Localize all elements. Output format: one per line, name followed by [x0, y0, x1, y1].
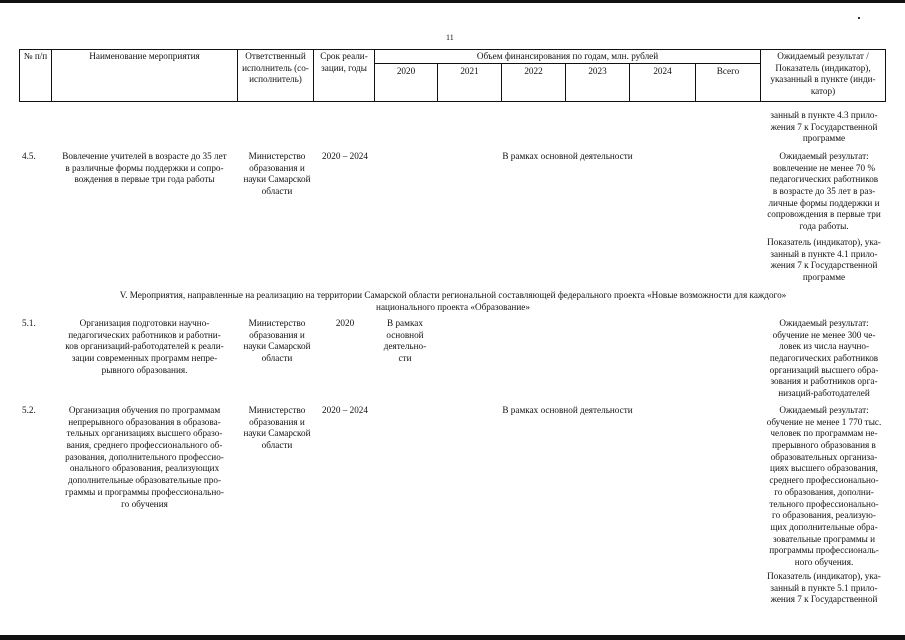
row-term: 2020 – 2024 — [322, 151, 368, 161]
carryover-indicator: занный в пункте 4.3 прило- жения 7 к Государственной программе — [770, 110, 878, 144]
bottom-border — [0, 635, 905, 640]
table-header — [19, 49, 886, 102]
header-finance: Объем финансирования по годам, млн. рублей — [476, 51, 659, 61]
header-name: Наименование мероприятия — [89, 51, 200, 61]
header-year-2020: 2020 — [396, 66, 416, 76]
row-number: 4.5. — [22, 151, 36, 161]
header-term: Срок реали- зации, годы — [320, 51, 368, 73]
header-number: № п/п — [23, 51, 48, 61]
row-result: Ожидаемый результат: обучение не менее 300 че- ловек из числа научно- педагогических работников организаций высшего обра- зования и работников орга- низаций-работодателей — [769, 318, 879, 399]
row-term: 2020 — [335, 318, 355, 328]
header-total: Всего — [716, 66, 740, 76]
row-responsible: Министерство образования и науки Самарской области — [243, 318, 311, 364]
row-name: Вовлечение учителей в возрасте до 35 лет в различные формы поддержки и сопро- вождения в первые три года работы — [62, 151, 227, 185]
page-number: 11 — [446, 33, 454, 42]
scan-speck — [858, 17, 860, 19]
top-border — [0, 0, 905, 3]
row-finance: В рамках основной деятельности — [502, 405, 633, 415]
header-responsible: Ответственный исполнитель (со- исполнитель) — [242, 51, 309, 85]
section-heading: V. Мероприятия, направленные на реализацию на территории Самарской области региональной составляющей федерального проекта «Новые возможности для каждого» национального проекта «Образование» — [119, 290, 787, 312]
row-result: Ожидаемый результат: вовлечение не менее 70 % педагогических работников в возрасте до 35 лет в раз- личные формы поддержки и сопровождения в первые три года работы. — [767, 151, 881, 232]
header-result: Ожидаемый результат / Показатель (индикатор), указанный в пункте (инди- катор) — [770, 51, 876, 97]
header-year-2022: 2022 — [524, 66, 543, 76]
row-name: Организация подготовки научно- педагогических работников и работни- ков организаций-работодателей к реали- зации современных программ непре- рывного образования. — [65, 318, 224, 375]
row-indicator: Показатель (индикатор), ука- занный в пункте 4.1 прило- жения 7 к Государственной программе — [767, 237, 881, 283]
row-term: 2020 – 2024 — [322, 405, 368, 415]
row-finance: В рамках основной деятельности — [502, 151, 633, 161]
row-finance: В рамках основной деятельно- сти — [383, 318, 427, 364]
row-name: Организация обучения по программам непрерывного образования в образова- тельных организациях высшего образо- вания, среднего профессионального об- разования, дополнительного профессио- онального образования, реализующих дополнительные образовательные про- граммы и программы профессионально- го обучения — [65, 405, 224, 509]
row-number: 5.2. — [22, 405, 36, 415]
row-responsible: Министерство образования и науки Самарской области — [243, 405, 311, 451]
row-result: Ожидаемый результат: обучение не менее 1 770 тыс. человек по программам не- прерывного образования в образовательных организа- циях высшего образования, среднего профессионально- го образования, дополни- тельного профессионально- го образования, реализую- щих дополнительные обра- зовательные программы и программы профессиональ- ного обучения. — [766, 405, 882, 567]
header-year-2021: 2021 — [460, 66, 479, 76]
header-year-2024: 2024 — [653, 66, 672, 76]
row-responsible: Министерство образования и науки Самарской области — [243, 151, 311, 197]
header-year-2023: 2023 — [588, 66, 607, 76]
row-indicator: Показатель (индикатор), ука- занный в пункте 5.1 прило- жения 7 к Государственной — [767, 571, 881, 605]
row-number: 5.1. — [22, 318, 36, 328]
